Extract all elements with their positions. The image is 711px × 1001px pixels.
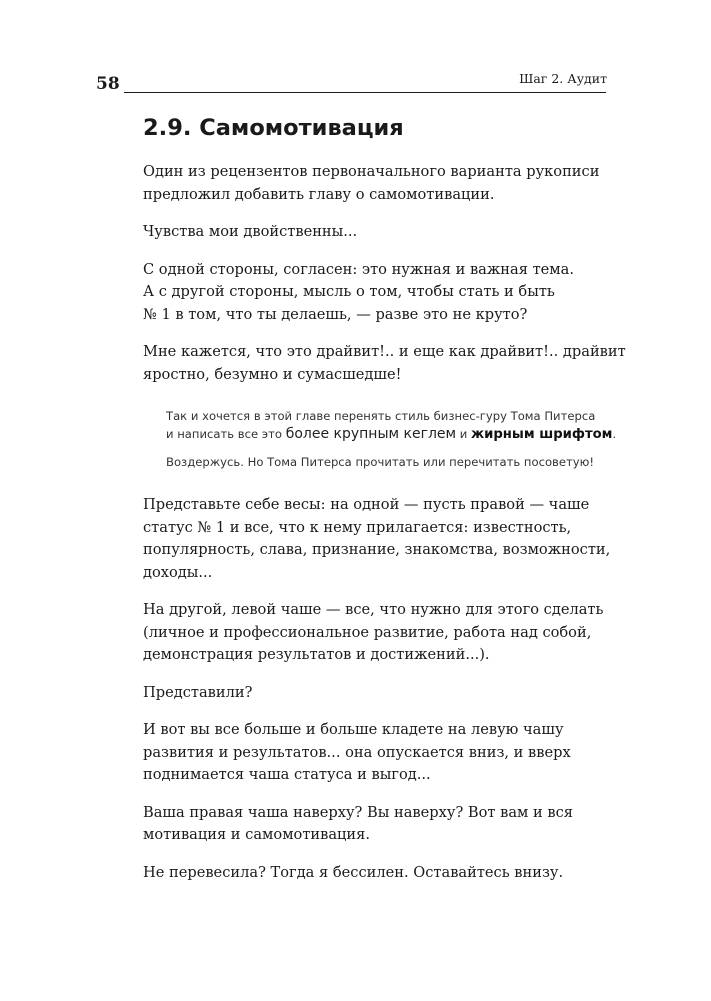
aside-line: Так и хочется в этой главе перенять стиль бизнес-гуру Тома Питерса (166, 409, 596, 423)
text-line: Не перевесила? Тогда я бессилен. Оставайтесь внизу. (143, 863, 564, 881)
aside-line (166, 425, 617, 444)
text-line: Представьте себе весы: на одной — пусть правой — чаше (143, 496, 590, 513)
paragraph-6 (143, 599, 603, 667)
aside-paragraph-1 (166, 407, 617, 444)
aside-paragraph-2 (166, 453, 603, 471)
chapter-title: 2.9. Самомотивация (143, 115, 404, 141)
paragraph-9 (143, 802, 603, 847)
text-line: развития и результатов... она опускается вниз, и вверх (143, 743, 571, 761)
running-head: Шаг 2. Аудит (519, 71, 607, 86)
text-line: Один из рецензентов первоначального варианта рукописи (143, 163, 600, 180)
paragraph-1 (143, 161, 603, 206)
text-line: мотивация и самомотивация. (143, 826, 371, 843)
text-line: На другой, левой чаше — все, что нужно для этого сделать (143, 601, 604, 618)
paragraph-3 (143, 259, 603, 327)
text-line: И вот вы все больше и больше кладете на левую чашу (143, 721, 564, 738)
aside-text: . (612, 427, 617, 441)
header-rule (124, 92, 606, 93)
text-line: доходы... (143, 563, 213, 581)
aside-line: Воздержусь. Но Тома Питерса прочитать или перечитать посоветую! (166, 455, 595, 469)
aside-bold-text: жирным шрифтом (470, 427, 613, 442)
page-number: 58 (96, 74, 120, 94)
paragraph-4 (143, 341, 626, 386)
text-line: Представили? (143, 683, 253, 701)
text-line: (личное и профессиональное развитие, работа над собой, (143, 623, 592, 641)
text-line: статус № 1 и все, что к нему прилагается: известность, (143, 518, 572, 536)
text-line: популярность, слава, признание, знакомства, возможности, (143, 541, 611, 558)
page-content (143, 114, 626, 899)
paragraph-8 (143, 719, 603, 787)
text-line: Чувства мои двойственны... (143, 223, 358, 240)
paragraph-5 (143, 494, 611, 584)
text-line: предложил добавить главу о самомотивации. (143, 185, 495, 203)
aside-text: и (456, 427, 471, 441)
paragraph-7 (143, 682, 603, 705)
text-line: № 1 в том, что ты делаешь, — разве это не круто? (143, 305, 528, 323)
aside-note (166, 407, 617, 471)
aside-text: и написать все это (166, 427, 286, 441)
text-line: С одной стороны, согласен: это нужная и важная тема. (143, 260, 574, 278)
text-line: яростно, безумно и сумасшедше! (143, 365, 402, 383)
text-line: Ваша правая чаша наверху? Вы наверху? Вот вам и вся (143, 803, 573, 821)
aside-big-text: более крупным кеглем (285, 426, 457, 442)
text-line: А с другой стороны, мысль о том, чтобы стать и быть (143, 283, 555, 300)
paragraph-2 (143, 221, 603, 244)
text-line: Мне кажется, что это драйвит!.. и еще как драйвит!.. драйвит (143, 343, 626, 360)
text-line: демонстрация результатов и достижений...). (143, 646, 490, 663)
paragraph-10 (143, 862, 603, 885)
text-line: поднимается чаша статуса и выгод... (143, 766, 431, 783)
